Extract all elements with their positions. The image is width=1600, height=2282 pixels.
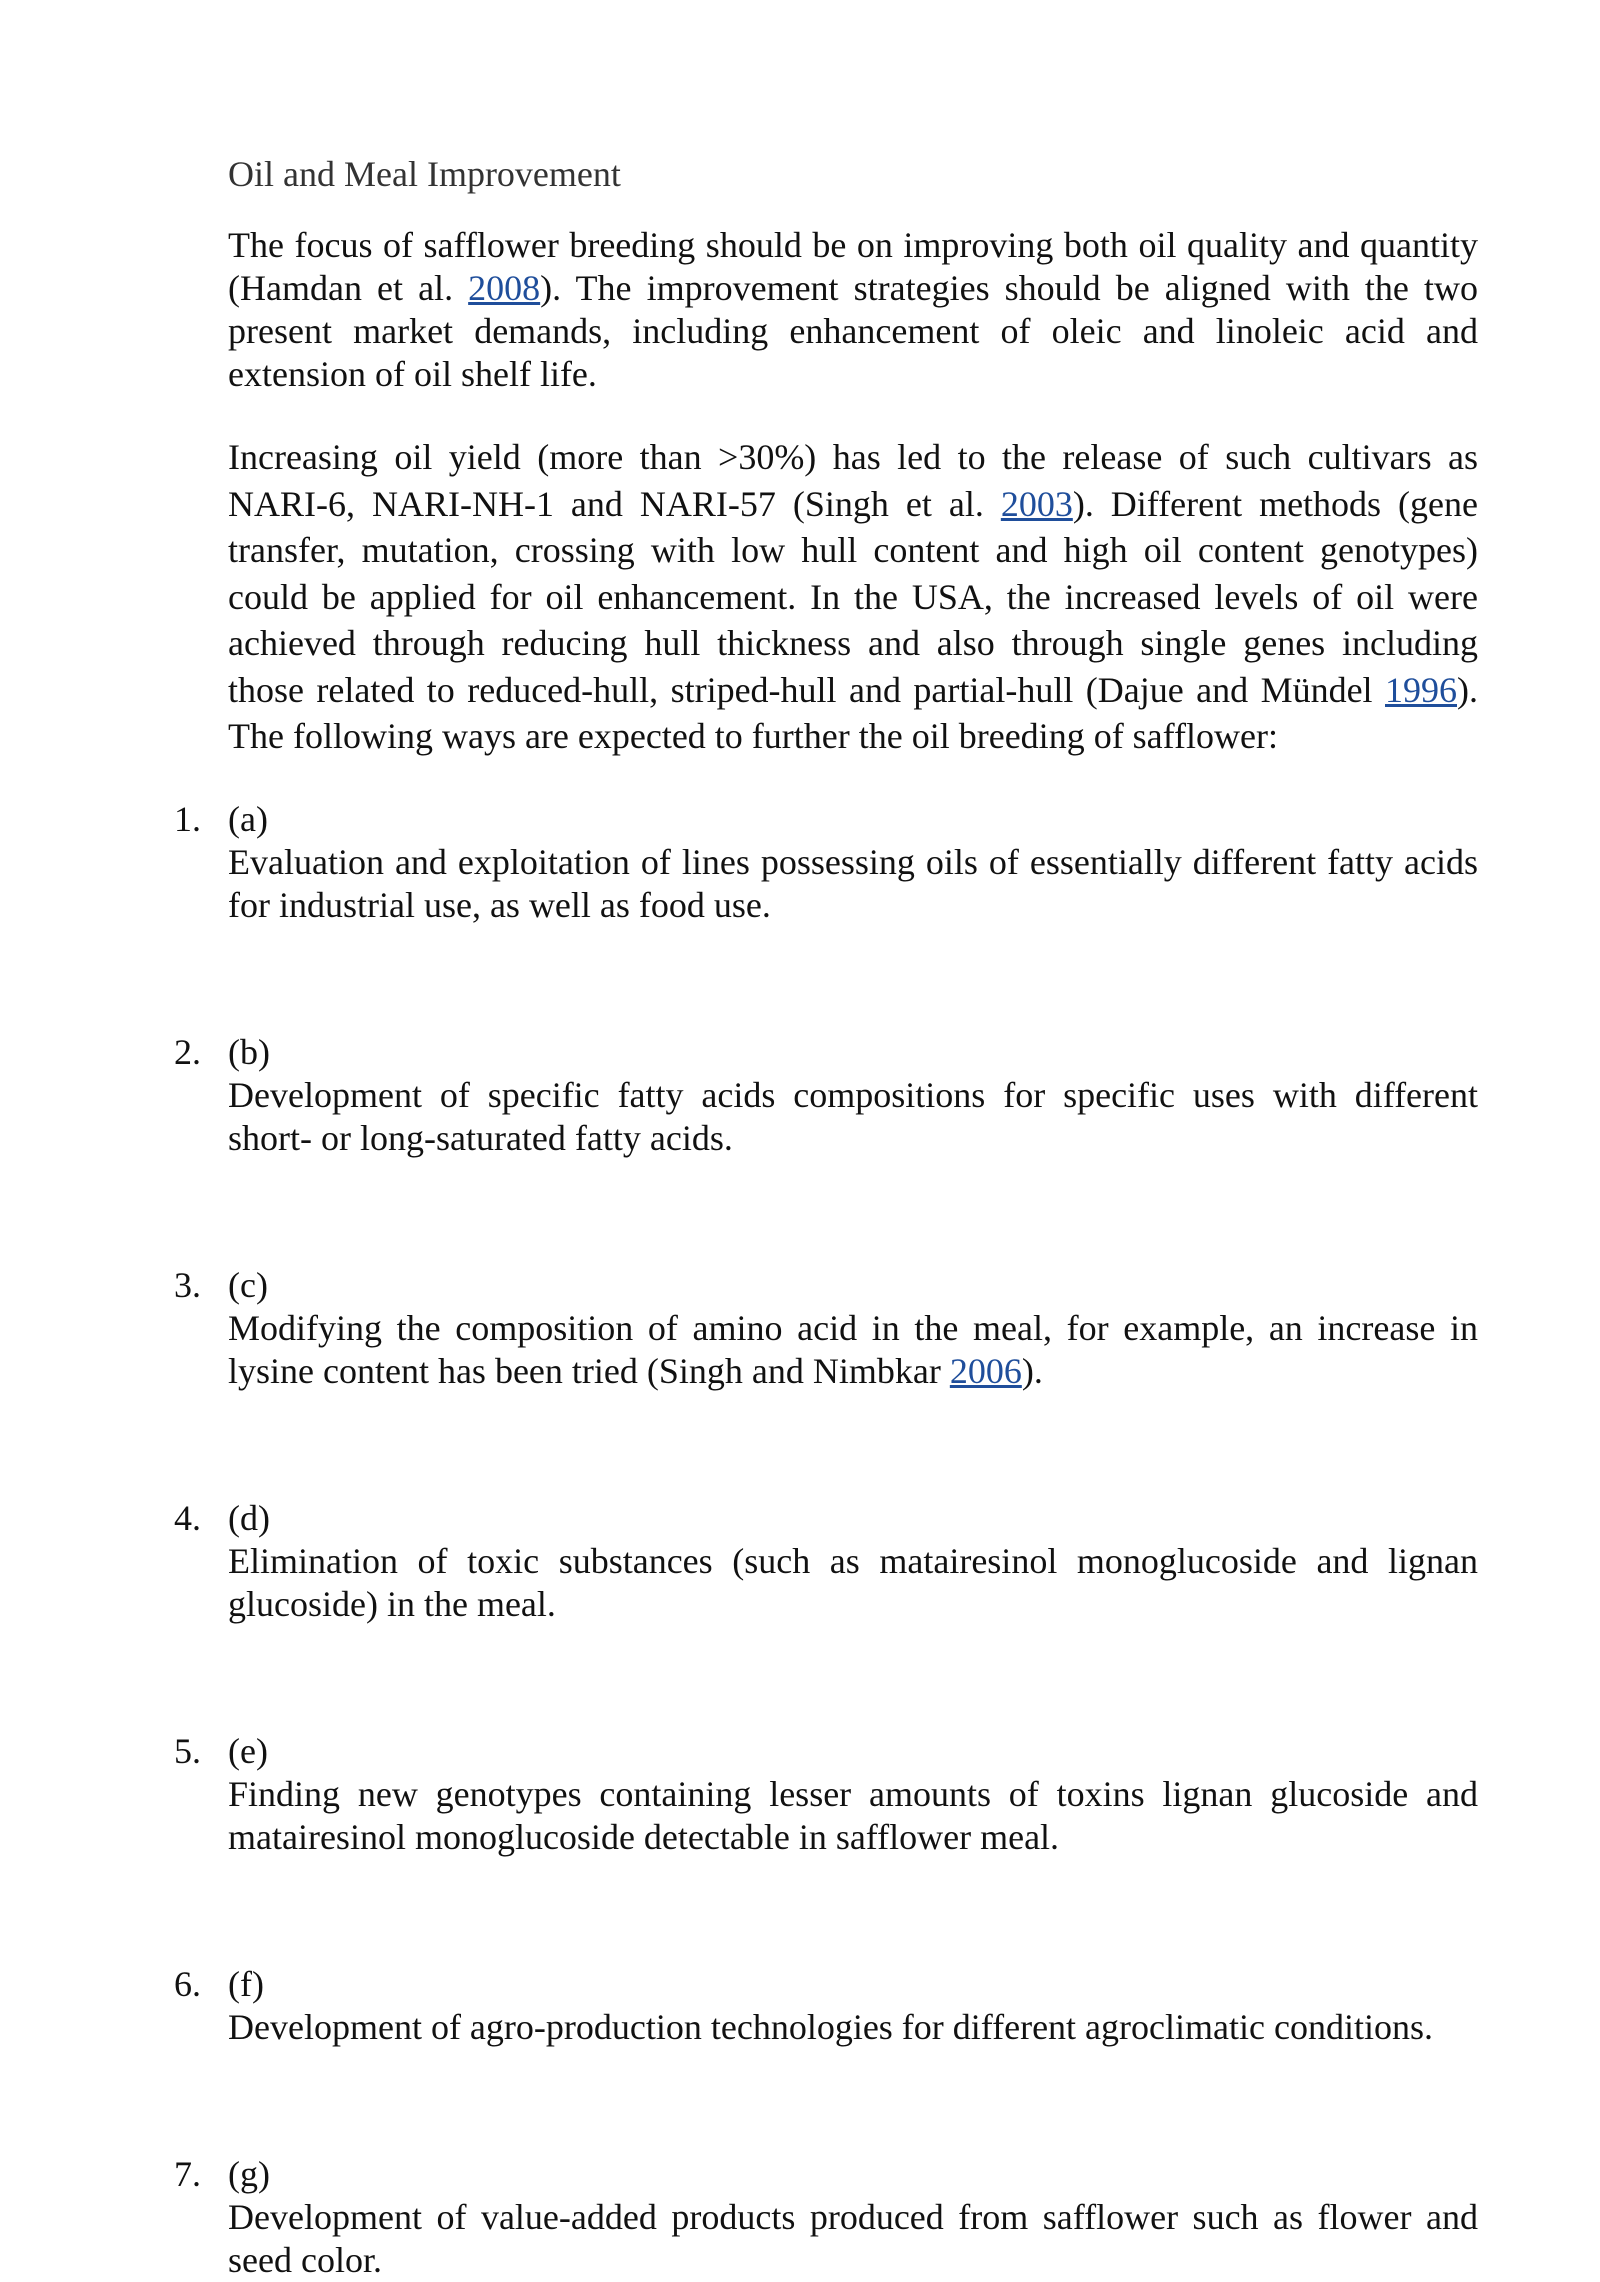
list-item	[174, 1031, 1478, 1160]
list-number: 7.	[174, 2153, 201, 2194]
list-number: 2.	[174, 1031, 201, 1072]
list-number: 5.	[174, 1730, 201, 1771]
list-item-text-part: Modifying the composition of amino acid in the meal, for example, an increase in lysine content has been tried (Singh and Nimbkar	[228, 1307, 1478, 1391]
list-number: 3.	[174, 1264, 201, 1305]
list-item-text: Evaluation and exploitation of lines possessing oils of essentially different fatty acids for industrial use, as well as food use.	[228, 841, 1478, 925]
list-item-text: Elimination of toxic substances (such as matairesinol monoglucoside and lignan glucoside) in the meal.	[228, 1540, 1478, 1624]
citation-link-singh-2006[interactable]: 2006	[949, 1350, 1022, 1391]
breeding-ways-list	[174, 798, 1478, 2282]
list-item	[174, 1264, 1478, 1393]
list-number: 1.	[174, 798, 201, 839]
paragraph-text: Increasing oil yield (more than >30%) has led to the release of such cultivars as NARI-6, NARI-NH-1 and NARI-57 (Singh et al.	[228, 437, 1478, 524]
list-item	[174, 2153, 1478, 2282]
paragraph-text: ). The improvement strategies should be aligned with the two present market demands, including enhancement of oleic and linoleic acid and extension of oil shelf life.	[228, 268, 1478, 394]
paragraph-text: The focus of safflower breeding should be on improving both oil quality and quantity (Hamdan et al.	[228, 225, 1478, 308]
paragraph-text: ). The following ways are expected to further the oil breeding of safflower:	[228, 669, 1478, 756]
list-item-label: (b)	[228, 1031, 270, 1072]
list-item-label: (f)	[228, 1963, 264, 2004]
citation-link-hamdan-2008[interactable]: 2008	[468, 268, 541, 308]
list-number: 6.	[174, 1963, 201, 2004]
list-item-text	[228, 1307, 1478, 1393]
document-body	[174, 150, 1478, 2282]
list-item	[174, 1963, 1478, 2049]
list-item-label: (a)	[228, 798, 268, 839]
list-item-label: (g)	[228, 2153, 270, 2194]
list-item-label: (d)	[228, 1497, 270, 1538]
citation-link-dajue-1996[interactable]: 1996	[1385, 669, 1457, 710]
list-item	[174, 1730, 1478, 1859]
paragraph-oil-yield	[228, 434, 1478, 760]
list-number: 4.	[174, 1497, 201, 1538]
list-item-text: Finding new genotypes containing lesser amounts of toxins lignan glucoside and matairesinol monoglucoside detectable in safflower meal.	[228, 1773, 1478, 1857]
list-item-label: (e)	[228, 1730, 268, 1771]
list-item	[174, 798, 1478, 927]
section-title: Oil and Meal Improvement	[228, 154, 621, 194]
list-item-text: Development of specific fatty acids compositions for specific uses with different short- or long-saturated fatty acids.	[228, 1074, 1478, 1158]
list-item	[174, 1497, 1478, 1626]
list-item-label: (c)	[228, 1264, 268, 1305]
list-item-text: Development of agro-production technologies for different agroclimatic conditions.	[228, 2006, 1433, 2047]
citation-link-singh-2003[interactable]: 2003	[1000, 483, 1073, 524]
list-item-text: Development of value-added products produced from safflower such as flower and seed color.	[228, 2196, 1478, 2280]
list-item-text-part: ).	[1021, 1350, 1043, 1391]
paragraph-text: ). Different methods (gene transfer, mutation, crossing with low hull content and high oil content genotypes) could be applied for oil enhancement. In the USA, the increased levels of oil were achieved through reducing hull thickness and also through single genes including those related to reduced-hull, striped-hull and partial-hull (Dajue and Mündel	[228, 483, 1478, 710]
paragraph-oil-focus	[228, 224, 1478, 396]
